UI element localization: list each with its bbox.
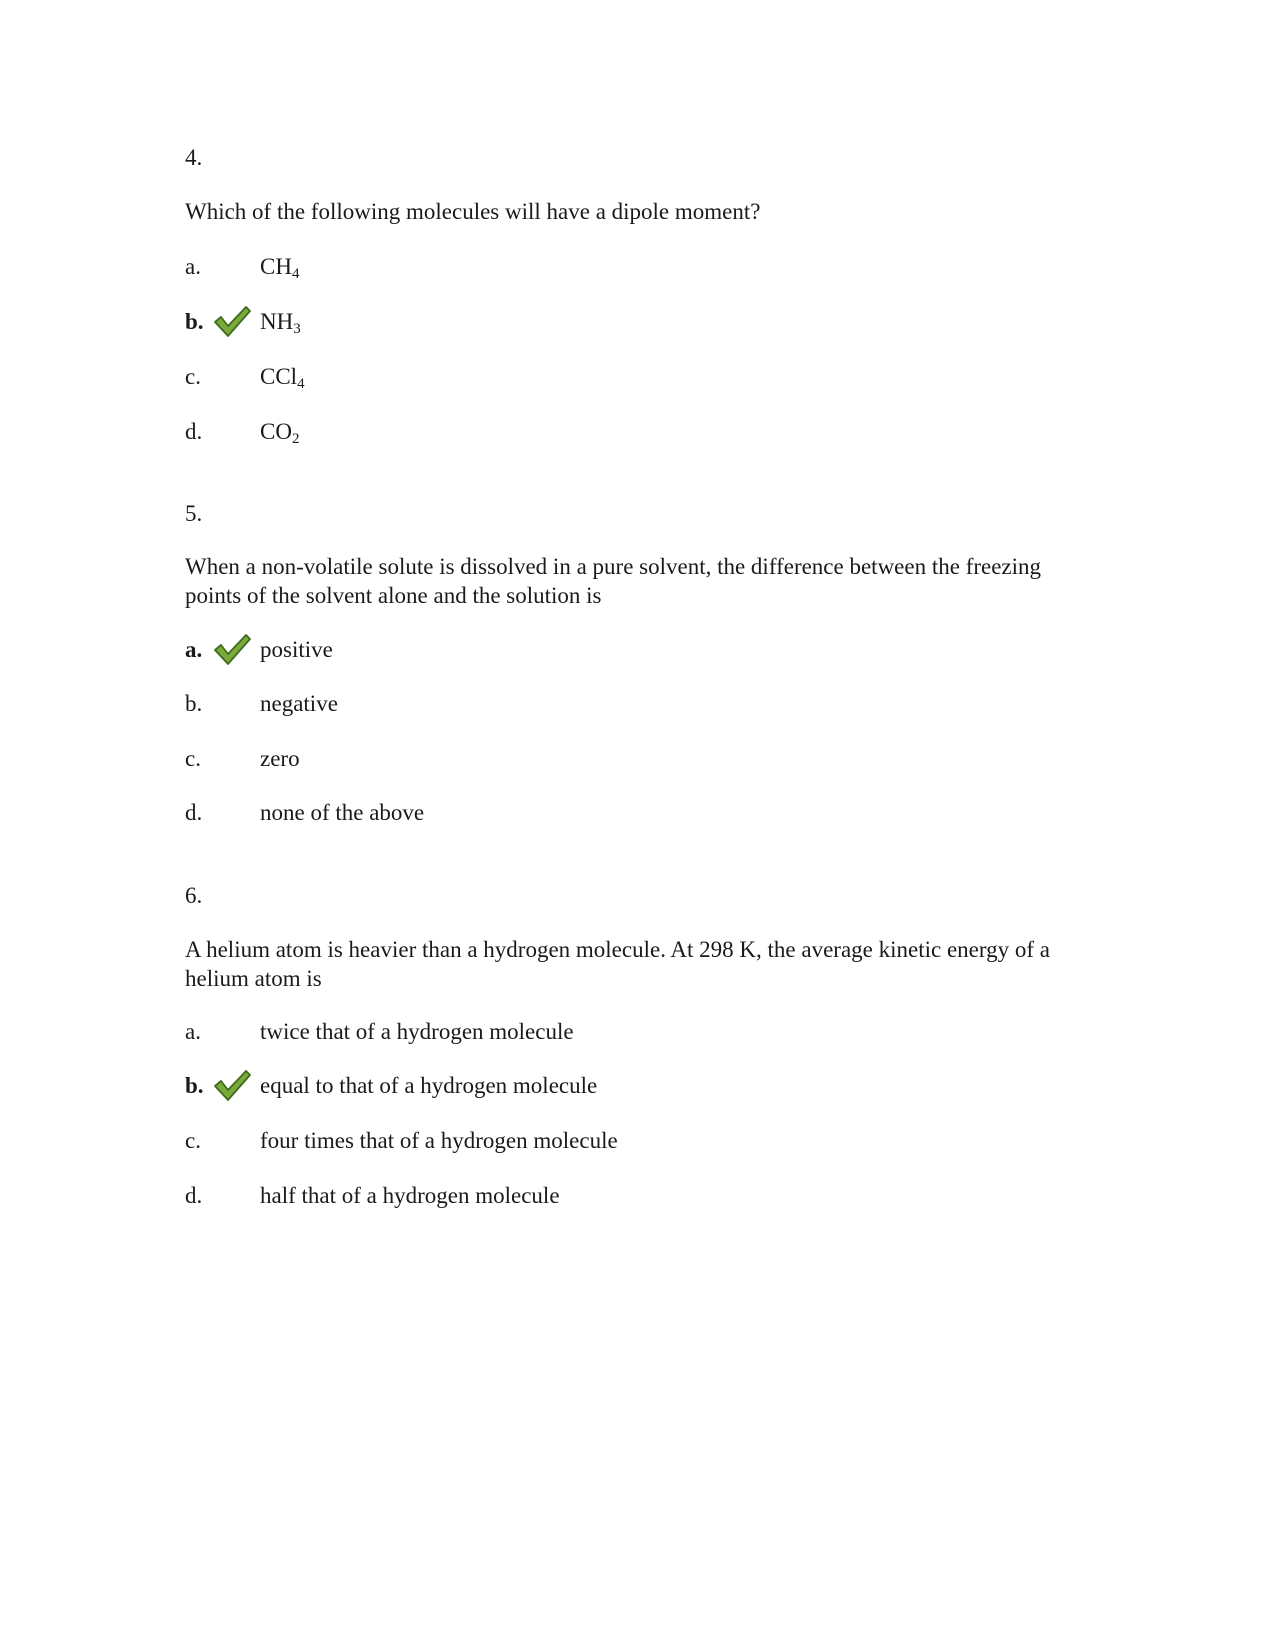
option-row <box>185 688 1085 720</box>
checkmark-icon <box>212 632 252 666</box>
option-formula: $CO_2$ <box>260 419 300 447</box>
question-stem: Which of the following molecules will have a dipole moment? <box>185 199 761 224</box>
option-formula: $NH_3$ <box>260 309 301 337</box>
option-letter: c. <box>185 1128 201 1153</box>
option-formula: CCl$_4$ <box>260 364 305 392</box>
option-letter: d. <box>185 800 203 825</box>
option-letter: b. <box>185 309 204 334</box>
question-number: 5. <box>185 501 203 526</box>
option-text: zero <box>260 746 300 771</box>
option-row <box>185 797 1085 829</box>
option-letter: d. <box>185 419 203 444</box>
option-letter: a. <box>185 254 201 279</box>
option-text: equal to that of a hydrogen molecule <box>260 1073 598 1098</box>
option-text: negative <box>260 691 338 716</box>
option-row <box>185 361 1085 393</box>
option-letter: a. <box>185 1019 201 1044</box>
option-row <box>185 416 1085 448</box>
option-row <box>185 1180 1085 1212</box>
option-letter: b. <box>185 1073 204 1098</box>
option-formula: $CH_4$ <box>260 254 300 282</box>
question-stem: A helium atom is heavier than a hydrogen molecule. At 298 K, the average kinetic energy of a helium atom is <box>185 937 1050 991</box>
option-text: positive <box>260 637 333 662</box>
question-number: 6. <box>185 883 203 908</box>
option-row <box>185 306 1085 338</box>
checkmark-icon <box>212 304 252 338</box>
option-row <box>185 634 1085 666</box>
option-text: twice that of a hydrogen molecule <box>260 1019 574 1044</box>
option-row <box>185 1016 1085 1048</box>
question-number: 4. <box>185 145 203 170</box>
option-letter: d. <box>185 1183 203 1208</box>
option-text: none of the above <box>260 800 425 825</box>
option-row <box>185 1125 1085 1157</box>
option-letter: a. <box>185 637 203 662</box>
option-row <box>185 251 1085 283</box>
option-letter: c. <box>185 364 201 389</box>
option-letter: c. <box>185 746 201 771</box>
option-row <box>185 1070 1085 1102</box>
option-text: four times that of a hydrogen molecule <box>260 1128 618 1153</box>
option-text: half that of a hydrogen molecule <box>260 1183 560 1208</box>
option-row <box>185 743 1085 775</box>
checkmark-icon <box>212 1068 252 1102</box>
question-stem: When a non-volatile solute is dissolved in a pure solvent, the difference between the freezing points of the solvent alone and the solution is <box>185 554 1042 608</box>
option-letter: b. <box>185 691 203 716</box>
